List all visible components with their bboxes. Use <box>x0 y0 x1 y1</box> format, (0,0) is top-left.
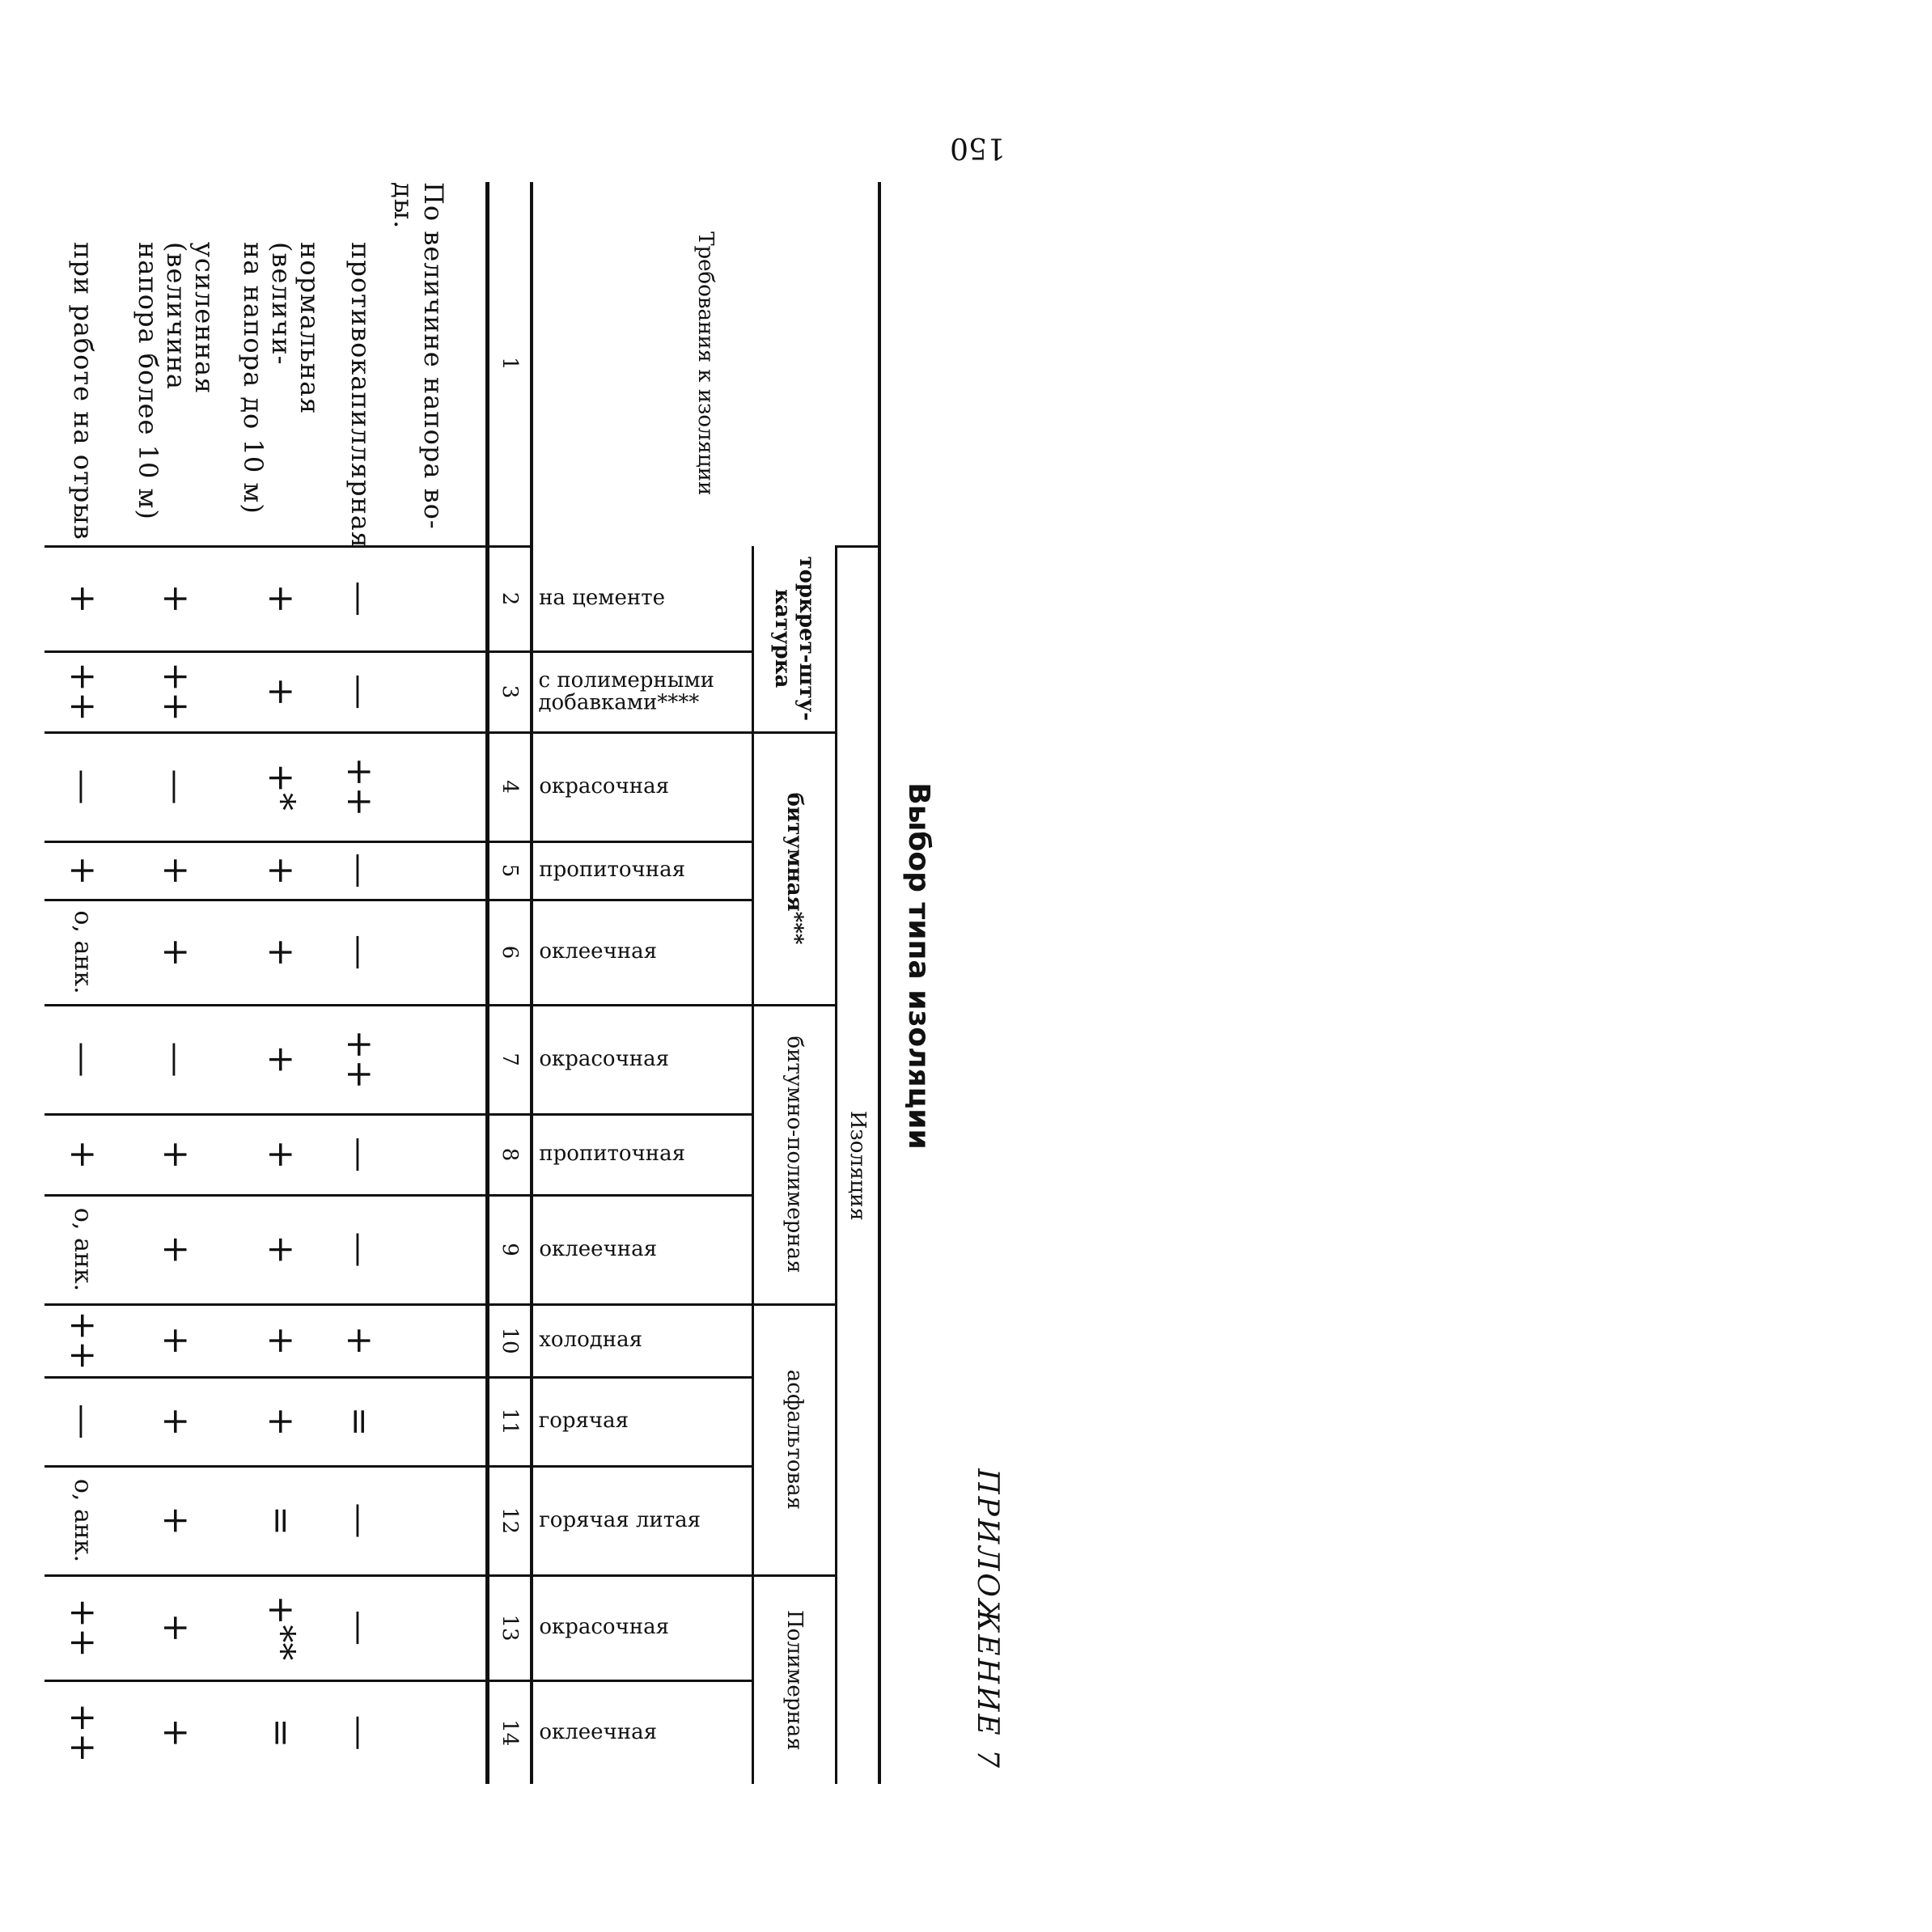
section-label: По величине напора во- ды. <box>388 182 449 530</box>
rating-cell: + <box>121 1195 231 1304</box>
subcolumn-header <box>532 1466 753 1575</box>
row-label: противокапиллярная <box>345 242 376 549</box>
subcolumn-label: окрасочная <box>539 1046 669 1071</box>
group-header: битумно-полимерная <box>753 1005 837 1304</box>
rating-cell: + <box>231 546 332 651</box>
rating-cell: — <box>332 1466 388 1575</box>
subcolumn-label: на цементе <box>539 585 665 610</box>
insulation-header: Изоляция <box>837 546 880 1784</box>
subcolumn-label: оклеечная <box>539 1236 657 1261</box>
empty-cell <box>388 546 488 651</box>
rating-cell: + <box>231 651 332 732</box>
rating-cell: — <box>44 1377 121 1466</box>
rating-cell: = <box>231 1466 332 1575</box>
rating-cell: ++ <box>44 1575 121 1680</box>
subcolumn-header <box>532 546 753 651</box>
rating-cell: + <box>121 1377 231 1466</box>
subcolumn-label: оклеечная <box>539 1720 657 1745</box>
column-number: 4 <box>488 732 532 841</box>
rating-cell: +* <box>231 732 332 841</box>
subcolumn-header <box>532 651 753 732</box>
table-row <box>121 182 231 1784</box>
empty-cell <box>388 1575 488 1680</box>
group-header: торкрет-шту- катурка <box>753 546 837 732</box>
empty-cell <box>388 1680 488 1784</box>
insulation-table <box>44 182 881 1784</box>
rating-cell: — <box>332 900 388 1005</box>
rating-cell: + <box>121 546 231 651</box>
column-number: 8 <box>488 1114 532 1195</box>
column-number: 2 <box>488 546 532 651</box>
rating-cell: + <box>231 1114 332 1195</box>
rating-cell: + <box>231 841 332 900</box>
group-header: Полимерная <box>753 1575 837 1784</box>
subcolumn-label: оклеечная <box>539 939 657 964</box>
rating-cell: + <box>44 546 121 651</box>
rating-cell: + <box>231 1377 332 1466</box>
empty-cell <box>388 1304 488 1377</box>
rating-cell: — <box>44 1005 121 1114</box>
rating-cell: + <box>121 841 231 900</box>
rating-cell: + <box>121 1114 231 1195</box>
subcolumn-label: пропиточная <box>539 858 685 883</box>
empty-cell <box>388 1195 488 1304</box>
subcolumn-label: пропиточная <box>539 1142 685 1167</box>
rating-cell: о, анк. <box>44 900 121 1005</box>
appendix-label: ПРИЛОЖЕНИЕ 7 <box>971 1468 1004 1770</box>
rating-cell: — <box>332 651 388 732</box>
rating-cell: ++ <box>332 732 388 841</box>
rating-cell: ++ <box>44 1680 121 1784</box>
rating-cell: + <box>121 1575 231 1680</box>
subcolumn-header <box>532 1114 753 1195</box>
empty-cell <box>388 841 488 900</box>
requirements-header: Требования к изоляции <box>532 182 879 546</box>
rating-cell: + <box>332 1304 388 1377</box>
column-number: 1 <box>488 182 532 546</box>
page-number: 150 <box>950 130 1006 164</box>
subcolumn-label: холодная <box>539 1328 642 1353</box>
subcolumn-header <box>532 1195 753 1304</box>
rating-cell: + <box>231 1005 332 1114</box>
rating-cell: — <box>121 1005 231 1114</box>
rating-cell: о, анк. <box>44 1466 121 1575</box>
column-number: 3 <box>488 651 532 732</box>
rating-cell: — <box>332 1575 388 1680</box>
rating-cell: о, анк. <box>44 1195 121 1304</box>
rating-cell: + <box>121 1304 231 1377</box>
subcolumn-header <box>532 1304 753 1377</box>
subcolumn-label: горячая <box>539 1409 629 1434</box>
empty-cell <box>388 1377 488 1466</box>
empty-cell <box>388 1114 488 1195</box>
column-number: 9 <box>488 1195 532 1304</box>
rating-cell: +** <box>231 1575 332 1680</box>
rating-cell: ++ <box>44 651 121 732</box>
empty-cell <box>388 900 488 1005</box>
table-row <box>231 182 332 1784</box>
subcolumn-label: с полимерными добавками**** <box>539 667 715 714</box>
document-title: Выбор типа изоляции <box>902 782 935 1150</box>
rating-cell: — <box>44 732 121 841</box>
table-row <box>332 182 388 1784</box>
rating-cell: + <box>121 900 231 1005</box>
subcolumn-label: окрасочная <box>539 1615 669 1640</box>
column-number: 6 <box>488 900 532 1005</box>
rating-cell: — <box>332 1680 388 1784</box>
column-number: 14 <box>488 1680 532 1784</box>
empty-cell <box>388 1466 488 1575</box>
empty-cell <box>388 651 488 732</box>
rating-cell: + <box>44 841 121 900</box>
subcolumn-header <box>532 841 753 900</box>
subcolumn-header <box>532 1575 753 1680</box>
subcolumn-header <box>532 1005 753 1114</box>
group-header: асфальтовая <box>753 1304 837 1575</box>
rating-cell: + <box>231 1304 332 1377</box>
column-number: 13 <box>488 1575 532 1680</box>
rating-cell: + <box>121 1680 231 1784</box>
empty-cell <box>388 1005 488 1114</box>
column-number: 12 <box>488 1466 532 1575</box>
column-number: 7 <box>488 1005 532 1114</box>
rating-cell: — <box>332 546 388 651</box>
rating-cell: ++ <box>44 1304 121 1377</box>
rating-cell: + <box>121 1466 231 1575</box>
column-number: 11 <box>488 1377 532 1466</box>
subcolumn-label: окрасочная <box>539 773 669 799</box>
subcolumn-header <box>532 1377 753 1466</box>
column-number: 5 <box>488 841 532 900</box>
rating-cell: — <box>332 841 388 900</box>
subcolumn-header <box>532 732 753 841</box>
subcolumn-header <box>532 900 753 1005</box>
subcolumn-header <box>532 1680 753 1784</box>
subcolumn-label: горячая литая <box>539 1507 701 1532</box>
rating-cell: + <box>44 1114 121 1195</box>
table-row <box>44 182 121 1784</box>
rating-cell: ++ <box>121 651 231 732</box>
rating-cell: — <box>121 732 231 841</box>
rating-cell: = <box>332 1377 388 1466</box>
rating-cell: = <box>231 1680 332 1784</box>
rating-cell: — <box>332 1195 388 1304</box>
column-number: 10 <box>488 1304 532 1377</box>
row-label: нормальная (величи- на напора до 10 м) <box>237 242 326 515</box>
row-label: усиленная (величина напора более 10 м) <box>132 242 221 520</box>
row-label: при работе на отрыв <box>68 242 100 540</box>
rating-cell: + <box>231 1195 332 1304</box>
empty-cell <box>388 732 488 841</box>
rating-cell: ++ <box>332 1005 388 1114</box>
group-header: битумная*** <box>753 732 837 1005</box>
rating-cell: + <box>231 900 332 1005</box>
rating-cell: — <box>332 1114 388 1195</box>
